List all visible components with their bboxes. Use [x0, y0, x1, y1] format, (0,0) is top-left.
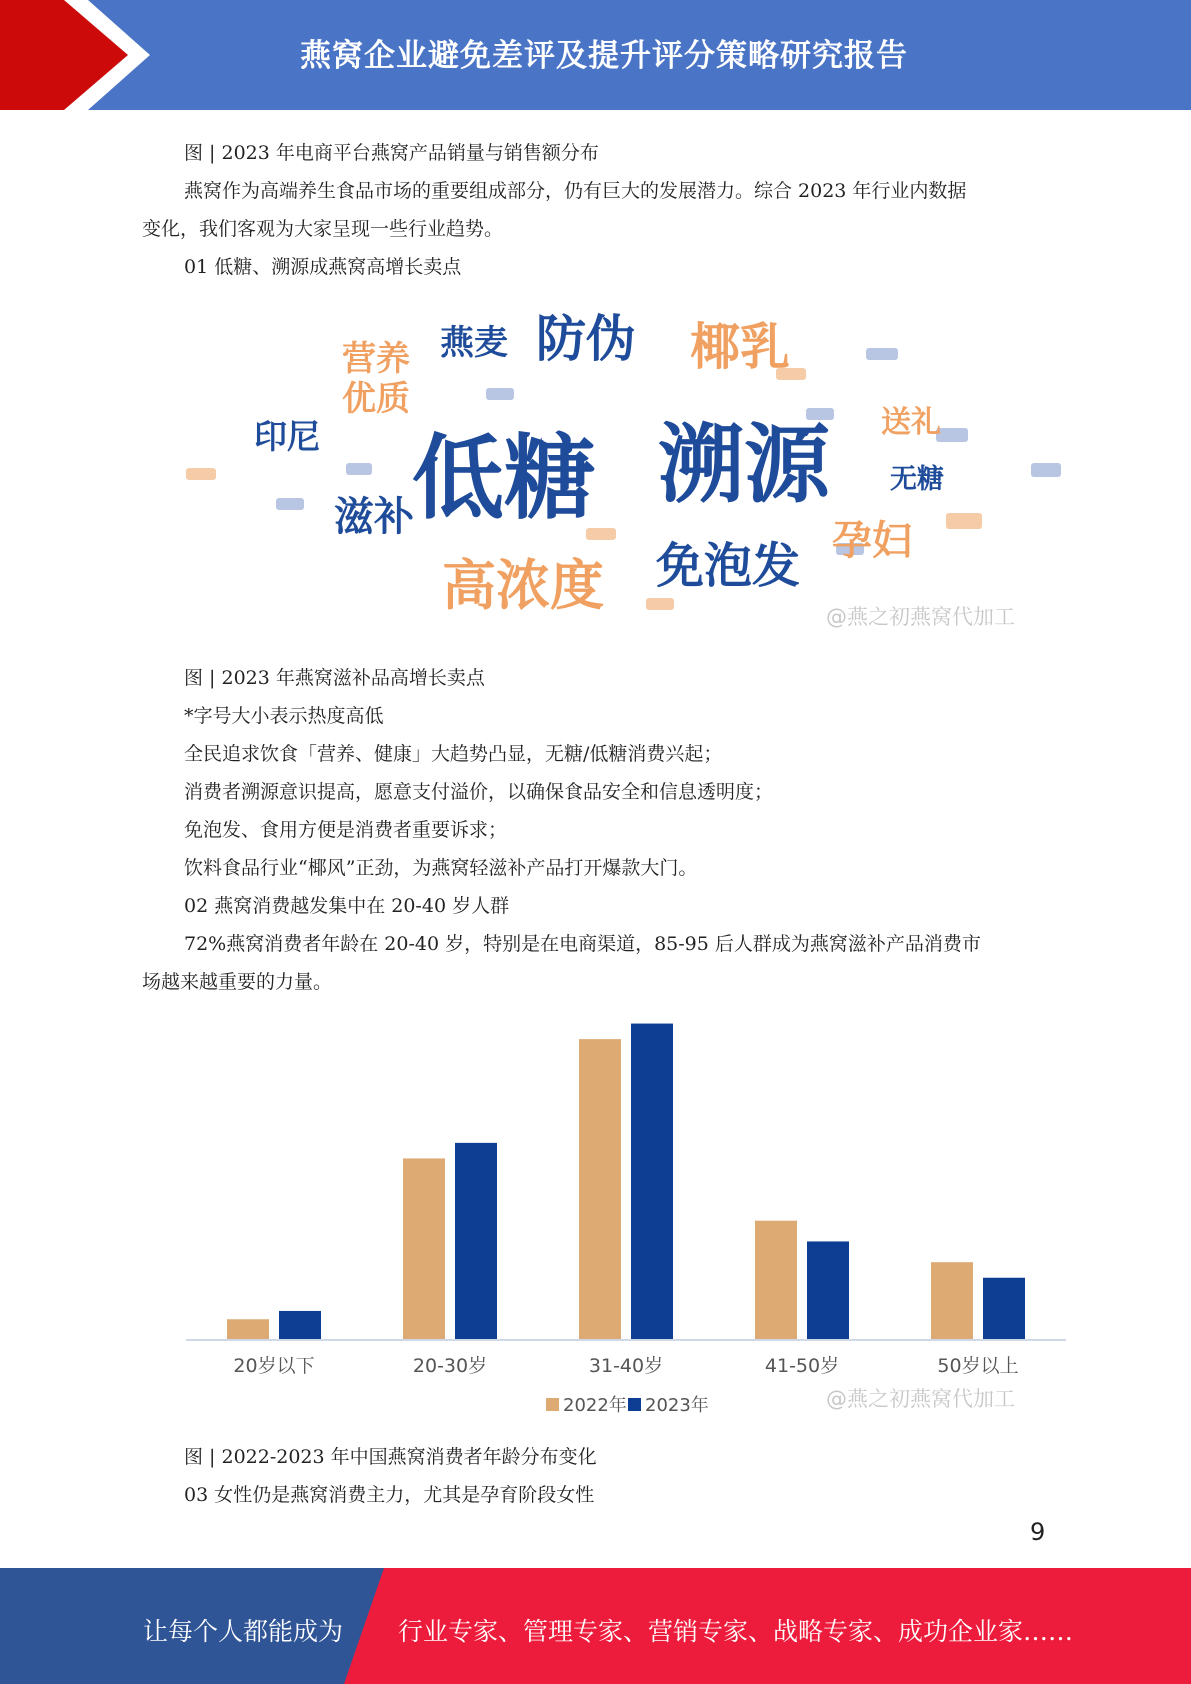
- age-stat-line2: 场越来越重要的力量。: [142, 971, 333, 993]
- trend-bullet-4: 饮料食品行业“椰风”正劲，为燕窝轻滋补产品打开爆款大门。: [184, 857, 698, 879]
- bar-2023年-50岁以上: [983, 1278, 1025, 1340]
- faint-word: [186, 468, 216, 480]
- bar-2022年-20-30岁: [403, 1158, 445, 1340]
- selling-points-word-cloud: [186, 298, 1066, 638]
- trend-bullet-3: 免泡发、食用方便是消费者重要诉求；: [184, 819, 508, 841]
- legend-swatch: [546, 1398, 559, 1411]
- word-sugar-free: 无糖: [890, 464, 944, 495]
- x-tick-label: 41-50岁: [764, 1355, 840, 1377]
- word-nourishing: 滋补: [334, 494, 414, 540]
- age-distribution-bar-chart: [186, 1000, 1066, 1430]
- faint-word: [946, 513, 982, 529]
- word-traceability: 溯源: [658, 415, 830, 515]
- bar-2022年-20岁以下: [227, 1319, 269, 1340]
- footer-slogan-right: 行业专家、管理专家、营销专家、战略专家、成功企业家……: [398, 1617, 1074, 1646]
- word-nutrition: 营养: [342, 339, 410, 379]
- bar-2023年-20-30岁: [455, 1143, 497, 1340]
- faint-word: [866, 348, 898, 360]
- word-pregnant-women: 孕妇: [832, 518, 912, 564]
- font-size-note: *字号大小表示热度高低: [184, 705, 384, 727]
- word-anti-counterfeit: 防伪: [536, 310, 636, 368]
- word-oats: 燕麦: [440, 323, 508, 363]
- figure-caption-selling-points: 图 | 2023 年燕窝滋补品高增长卖点: [184, 667, 485, 689]
- word-high-concentration: 高浓度: [442, 554, 604, 617]
- faint-word: [276, 498, 304, 510]
- legend-label: 2022年: [563, 1395, 627, 1416]
- legend-swatch: [628, 1398, 641, 1411]
- faint-word: [486, 388, 514, 400]
- report-title: 燕窝企业避免差评及提升评分策略研究报告: [300, 38, 908, 74]
- bar-2022年-41-50岁: [755, 1221, 797, 1340]
- trend-bullet-2: 消费者溯源意识提高，愿意支付溢价，以确保食品安全和信息透明度；: [184, 781, 774, 803]
- word-quality: 优质: [342, 379, 410, 419]
- chart-bars: [227, 1024, 1025, 1340]
- bar-2023年-20岁以下: [279, 1311, 321, 1340]
- intro-paragraph-line2: 变化，我们客观为大家呈现一些行业趋势。: [142, 218, 504, 240]
- wordcloud-watermark: @燕之初燕窝代加工: [826, 605, 1015, 629]
- trend-bullet-1: 全民追求饮食「营养、健康」大趋势凸显，无糖/低糖消费兴起；: [184, 743, 723, 765]
- word-indonesia: 印尼: [254, 417, 320, 456]
- footer-slogan-left: 让每个人都能成为: [143, 1617, 344, 1646]
- x-tick-label: 20-30岁: [412, 1355, 488, 1377]
- intro-paragraph-line1: 燕窝作为高端养生食品市场的重要组成部分，仍有巨大的发展潜力。综合 2023 年行业内数据: [184, 180, 967, 202]
- page-number: 9: [1030, 1518, 1046, 1546]
- header-chevron-decoration: [0, 0, 160, 110]
- x-tick-label: 20岁以下: [233, 1355, 315, 1377]
- faint-word: [346, 463, 372, 475]
- x-tick-label: 31-40岁: [588, 1355, 664, 1377]
- figure-caption-age: 图 | 2022-2023 年中国燕窝消费者年龄分布变化: [184, 1446, 597, 1468]
- bar-2023年-31-40岁: [631, 1024, 673, 1340]
- chart-legend: [546, 1394, 709, 1416]
- x-tick-label: 50岁以上: [937, 1355, 1019, 1377]
- page-header: [0, 0, 1191, 110]
- section-heading-women: 03 女性仍是燕窝消费主力，尤其是孕育阶段女性: [184, 1484, 595, 1506]
- word-coconut-milk: 椰乳: [690, 318, 790, 376]
- faint-word: [1031, 463, 1061, 477]
- section-heading-age: 02 燕窝消费越发集中在 20-40 岁人群: [184, 895, 510, 917]
- legend-label: 2023年: [645, 1395, 709, 1416]
- word-no-soaking: 免泡发: [656, 538, 801, 594]
- bar-2023年-41-50岁: [807, 1241, 849, 1340]
- chart-x-labels: [233, 1355, 1018, 1377]
- figure-caption-sales: 图 | 2023 年电商平台燕窝产品销量与销售额分布: [184, 142, 599, 164]
- chart-watermark: @燕之初燕窝代加工: [826, 1387, 1015, 1411]
- faint-word: [646, 598, 674, 610]
- bar-2022年-31-40岁: [579, 1039, 621, 1340]
- bar-2022年-50岁以上: [931, 1262, 973, 1340]
- section-heading-low-sugar: 01 低糖、溯源成燕窝高增长卖点: [184, 256, 462, 278]
- word-gift: 送礼: [881, 405, 941, 440]
- word-low-sugar: 低糖: [412, 425, 597, 532]
- age-stat-line1: 72%燕窝消费者年龄在 20-40 岁，特别是在电商渠道，85-95 后人群成为燕窝滋补产品消费市: [184, 933, 981, 955]
